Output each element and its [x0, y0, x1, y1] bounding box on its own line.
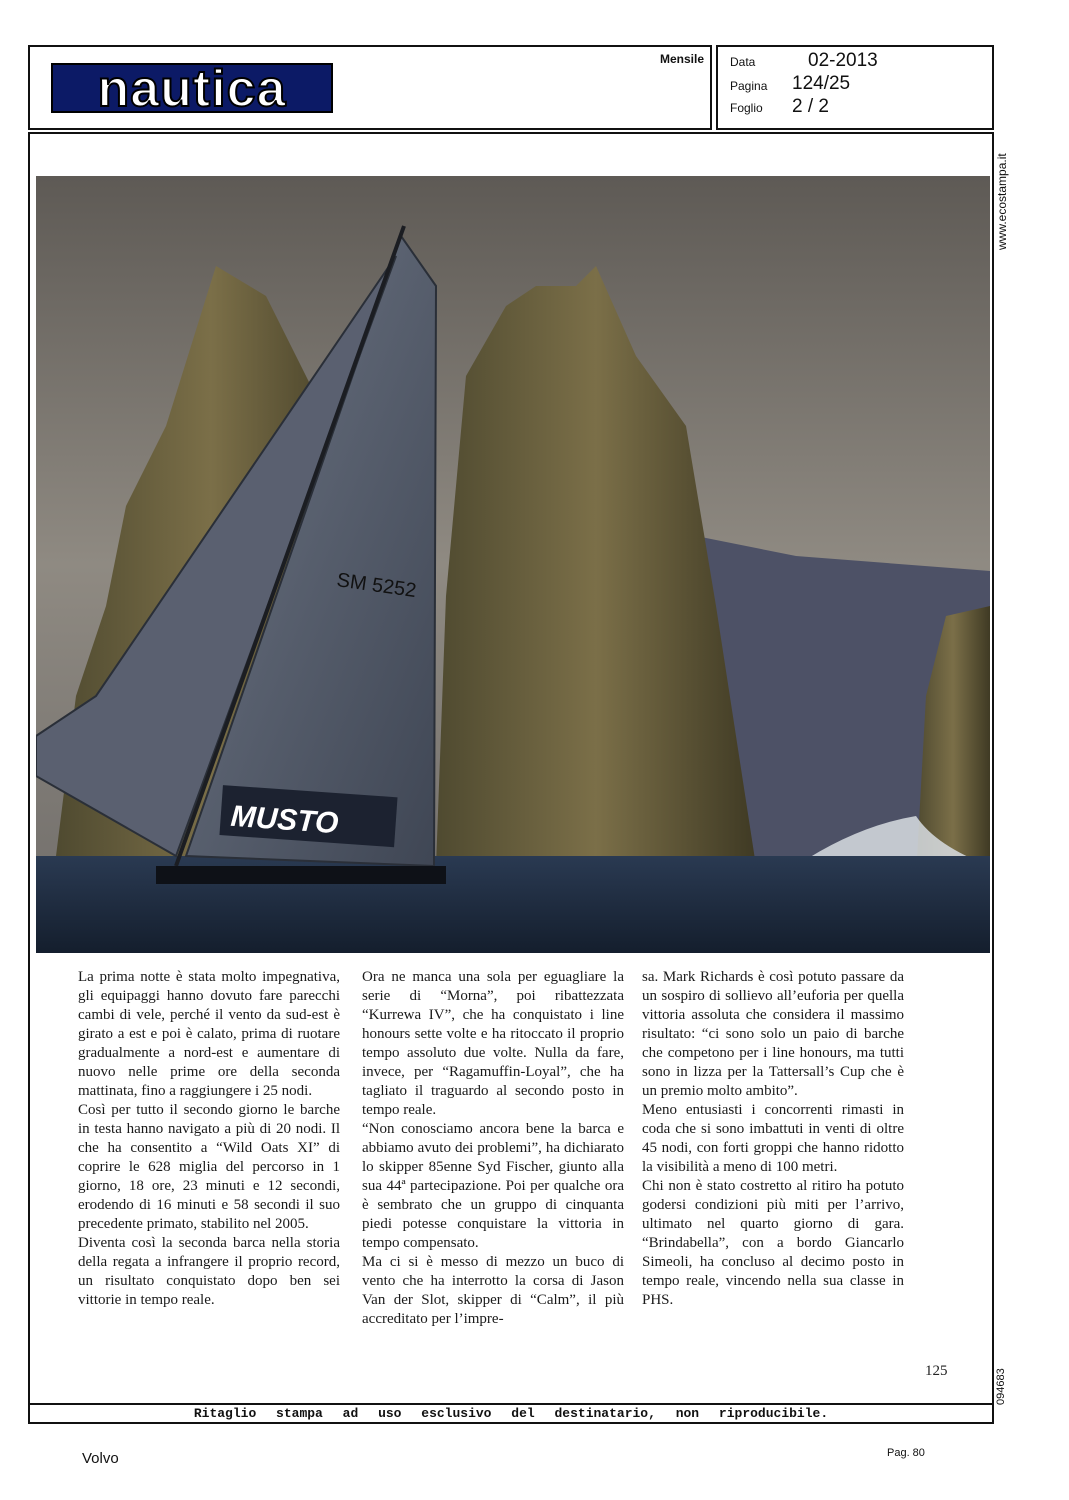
pagina-label: Pagina — [730, 79, 768, 93]
paragraph: Chi non è stato costretto al ritiro ha potuto godersi condizioni più miti per l’arrivo, ultimato nel quarto giorno di gara. “Brindabella”, con a bordo Giancarlo Simeoli, ha concluso al decimo posto in tempo reale, vincendo nella sua classe in PHS. — [642, 1178, 904, 1308]
paragraph: Ora ne manca una sola per eguagliare la serie di “Morna”, poi ribattezzata “Kurrewa IV”, che ha conquistato i line honours sette volte e ha ritoccato il proprio tempo assoluto due volte. Nulla da fare, invece, per “Ragamuffin-Loyal”, che ha tagliato il traguardo al secondo posto in tempo reale. — [362, 969, 624, 1118]
client-name: Volvo — [82, 1450, 119, 1467]
logo-text: nautica — [97, 63, 287, 113]
photo-brand-text: MUSTO — [229, 799, 340, 841]
frequency-label: Mensile — [660, 52, 705, 66]
photo-hull — [156, 866, 446, 884]
article-column-1 — [78, 968, 340, 1310]
reproduction-notice: Ritaglio stampa ad uso esclusivo del destinatario, non riproducibile. — [28, 1403, 994, 1424]
document-page-label: Pag. 80 — [887, 1447, 925, 1459]
article-photo — [36, 176, 990, 953]
paragraph: “Non conosciamo ancora bene la barca e abbiamo avuto dei problemi”, ha dichiarato lo skipper 85enne Syd Fischer, giunto alla sua 44ª partecipazione. Poi per qualche ora è sembrato che un gruppo di cinquanta piedi potesse conquistare la vittoria in tempo compensato. — [362, 1121, 624, 1251]
paragraph: Ma ci si è messo di mezzo un buco di vento che ha interrotto la corsa di Jason Van der Slot, skipper di “Calm”, il più accreditato per l’impre- — [362, 1254, 624, 1327]
magazine-logo — [51, 63, 333, 113]
source-url: www.ecostampa.it — [995, 153, 1009, 250]
paragraph: Così per tutto il secondo giorno le barche in testa hanno navigato a più di 20 nodi. Il che ha consentito a “Wild Oats XI” di coprire le 628 miglia del percorso in 1 giorno, 18 ore, 23 minuti e 12 secondi, erodendo di 16 minuti e 58 secondi il suo precedente primato, stabilito nel 2005. — [78, 1102, 340, 1232]
article-column-3 — [642, 968, 904, 1310]
clipping-code: 094683 — [995, 1368, 1007, 1405]
page-number: 125 — [925, 1363, 948, 1379]
paragraph: Meno entusiasti i concorrenti rimasti in coda che si sono imbattuti in venti di oltre 45 nodi, con forti groppi che hanno ridotto la visibilità a meno di 100 metri. — [642, 1102, 904, 1175]
photo-sail-number-text: SM 5252 — [335, 569, 418, 603]
paragraph: Diventa così la seconda barca nella storia della regata a infrangere il proprio record, un risultato conquistato dopo ben sei vittorie in tempo reale. — [78, 1235, 340, 1308]
data-label: Data — [730, 55, 756, 69]
foglio-value: 2 / 2 — [792, 96, 829, 117]
data-value: 02-2013 — [808, 50, 878, 71]
pagina-value: 124/25 — [792, 73, 851, 94]
paragraph: La prima notte è stata molto impegnativa, gli equipaggi hanno dovuto fare parecchi cambi di vele, perché il vento da sud-est è girato a est e poi è calato, prima di ruotare gradualmente a nord-est e aumentare di nuovo nelle prime ore della seconda mattinata, fino a raggiungere i 25 nodi. — [78, 969, 340, 1099]
paragraph: sa. Mark Richards è così potuto passare da un sospiro di sollievo all’euforia per quella vittoria assoluta che considera il massimo risultato: “ci sono solo un paio di barche che competono per i line honours, ma tutti sono in lizza per la Tattersall’s Cup che è un premio molto ambito”. — [642, 969, 904, 1099]
article-column-2 — [362, 968, 624, 1329]
foglio-label: Foglio — [730, 101, 763, 115]
